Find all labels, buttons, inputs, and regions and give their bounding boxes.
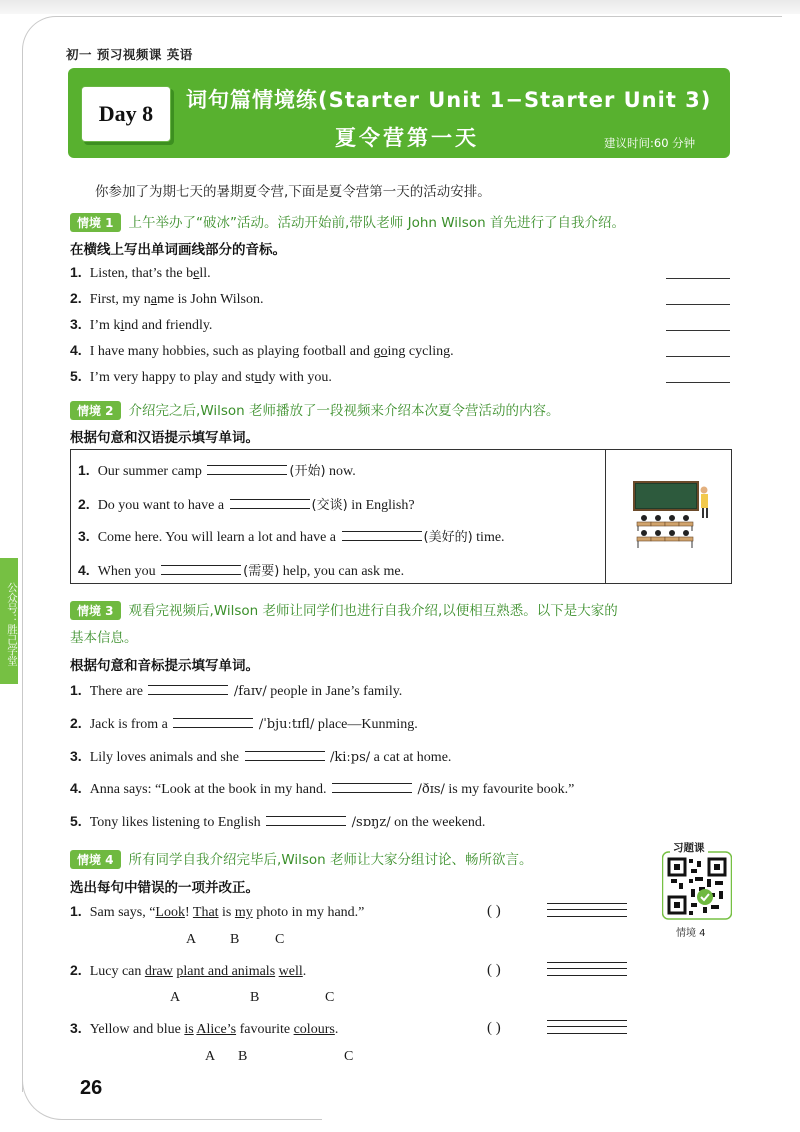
answer-blank[interactable] <box>666 356 730 357</box>
question: 3. I’m kind and friendly. <box>70 316 213 333</box>
answer-blank[interactable] <box>266 816 346 826</box>
answer-blank[interactable] <box>148 685 228 695</box>
option-label: B <box>250 990 260 1005</box>
option-label: C <box>325 990 335 1005</box>
scene-tag: 情境 2 <box>70 401 121 420</box>
scene-tag: 情境 4 <box>70 850 121 869</box>
question: 5. Tony likes listening to English /sɒŋz/ on the weekend. <box>70 813 486 830</box>
option-label: C <box>344 1049 354 1064</box>
answer-blank[interactable] <box>230 499 310 509</box>
answer-paren[interactable]: ( ) <box>487 962 501 978</box>
question: 4. When you (需要) help, you can ask me. <box>78 562 405 579</box>
answer-blank[interactable] <box>173 718 253 728</box>
question: 3. Yellow and blue is Alice’s favourite colours. <box>70 1020 339 1037</box>
page-number: 26 <box>80 1077 103 1099</box>
question: 3. Lily loves animals and she /kiːps/ a cat at home. <box>70 748 452 765</box>
answer-blank[interactable] <box>666 382 730 383</box>
scene-3-instruction: 根据句意和音标提示填写单词。 <box>70 658 259 674</box>
scene-3-heading-cont: 基本信息。 <box>70 630 138 646</box>
question: 1. Listen, that’s the bell. <box>70 264 211 281</box>
question: 4. Anna says: “Look at the book in my hand. /ðɪs/ is my favourite book.” <box>70 780 575 797</box>
page-frame-bottom <box>22 1040 322 1120</box>
scene-2-instruction: 根据句意和汉语提示填写单词。 <box>70 430 259 446</box>
option-label: A <box>186 932 197 947</box>
lesson-title: 词句篇情境练(Starter Unit 1−Starter Unit 3) <box>186 88 712 112</box>
correction-lines[interactable] <box>547 1020 627 1034</box>
answer-paren[interactable]: ( ) <box>487 903 501 919</box>
classroom-illustration <box>630 478 714 550</box>
answer-blank[interactable] <box>332 783 412 793</box>
scene-tag: 情境 1 <box>70 213 121 232</box>
question: 2. Lucy can draw plant and animals well. <box>70 962 307 979</box>
page-frame-left <box>22 52 23 1092</box>
answer-blank[interactable] <box>245 751 325 761</box>
answer-blank[interactable] <box>666 330 730 331</box>
answer-blank[interactable] <box>666 278 730 279</box>
answer-blank[interactable] <box>161 565 241 575</box>
question: 2. First, my name is John Wilson. <box>70 290 264 307</box>
answer-blank[interactable] <box>666 304 730 305</box>
lesson-subtitle: 夏令营第一天 <box>335 126 479 150</box>
scene-4-instruction: 选出每句中错误的一项并改正。 <box>70 880 259 896</box>
option-label: B <box>230 932 240 947</box>
scene-3-heading: 情境 3 观看完视频后,Wilson 老师让同学们也进行自我介绍,以便相互熟悉。以下是大家的 <box>70 599 618 620</box>
option-label: C <box>275 932 285 947</box>
scene-4-heading: 情境 4 所有同学自我介绍完毕后,Wilson 老师让大家分组讨论、畅所欲言。 <box>70 848 533 869</box>
answer-blank[interactable] <box>207 465 287 475</box>
suggested-time: 建议时间:60 分钟 <box>604 136 696 150</box>
day-badge: Day 8 <box>81 86 171 142</box>
qr-title: 习题课 <box>670 840 708 855</box>
question: 4. I have many hobbies, such as playing football and going cycling. <box>70 342 454 359</box>
answer-paren[interactable]: ( ) <box>487 1020 501 1036</box>
scene-tag: 情境 3 <box>70 601 121 620</box>
question: 5. I’m very happy to play and study with you. <box>70 368 332 385</box>
question: 3. Come here. You will learn a lot and have a (美好的) time. <box>78 528 505 545</box>
question: 1. There are /faɪv/ people in Jane’s family. <box>70 682 403 699</box>
course-tag: 初一 预习视频课 英语 <box>66 47 193 62</box>
question: 2. Jack is from a /ˈbjuːtɪfl/ place—Kunming. <box>70 715 418 732</box>
correction-lines[interactable] <box>547 962 627 976</box>
scene-1-instruction: 在横线上写出单词画线部分的音标。 <box>70 242 286 258</box>
scan-top-edge <box>0 0 800 14</box>
side-tab: 公众号：胜己学堂 <box>0 558 18 684</box>
option-label: A <box>170 990 181 1005</box>
intro-text: 你参加了为期七天的暑期夏令营,下面是夏令营第一天的活动安排。 <box>95 184 491 200</box>
qr-code-icon[interactable] <box>662 848 732 920</box>
qr-caption: 情境 4 <box>676 928 706 939</box>
question: 2. Do you want to have a (交谈) in English? <box>78 496 415 513</box>
option-label: A <box>205 1049 216 1064</box>
answer-blank[interactable] <box>342 531 422 541</box>
question: 1. Our summer camp (开始) now. <box>78 462 356 479</box>
option-label: B <box>238 1049 248 1064</box>
scene-1-heading: 情境 1 上午举办了“破冰”活动。活动开始前,带队老师 John Wilson 首先进行了自我介绍。 <box>70 211 625 232</box>
scene-2-heading: 情境 2 介绍完之后,Wilson 老师播放了一段视频来介绍本次夏令营活动的内容。 <box>70 399 560 420</box>
question: 1. Sam says, “Look! That is my photo in my hand.” <box>70 903 365 920</box>
correction-lines[interactable] <box>547 903 627 917</box>
box-divider <box>605 449 606 584</box>
